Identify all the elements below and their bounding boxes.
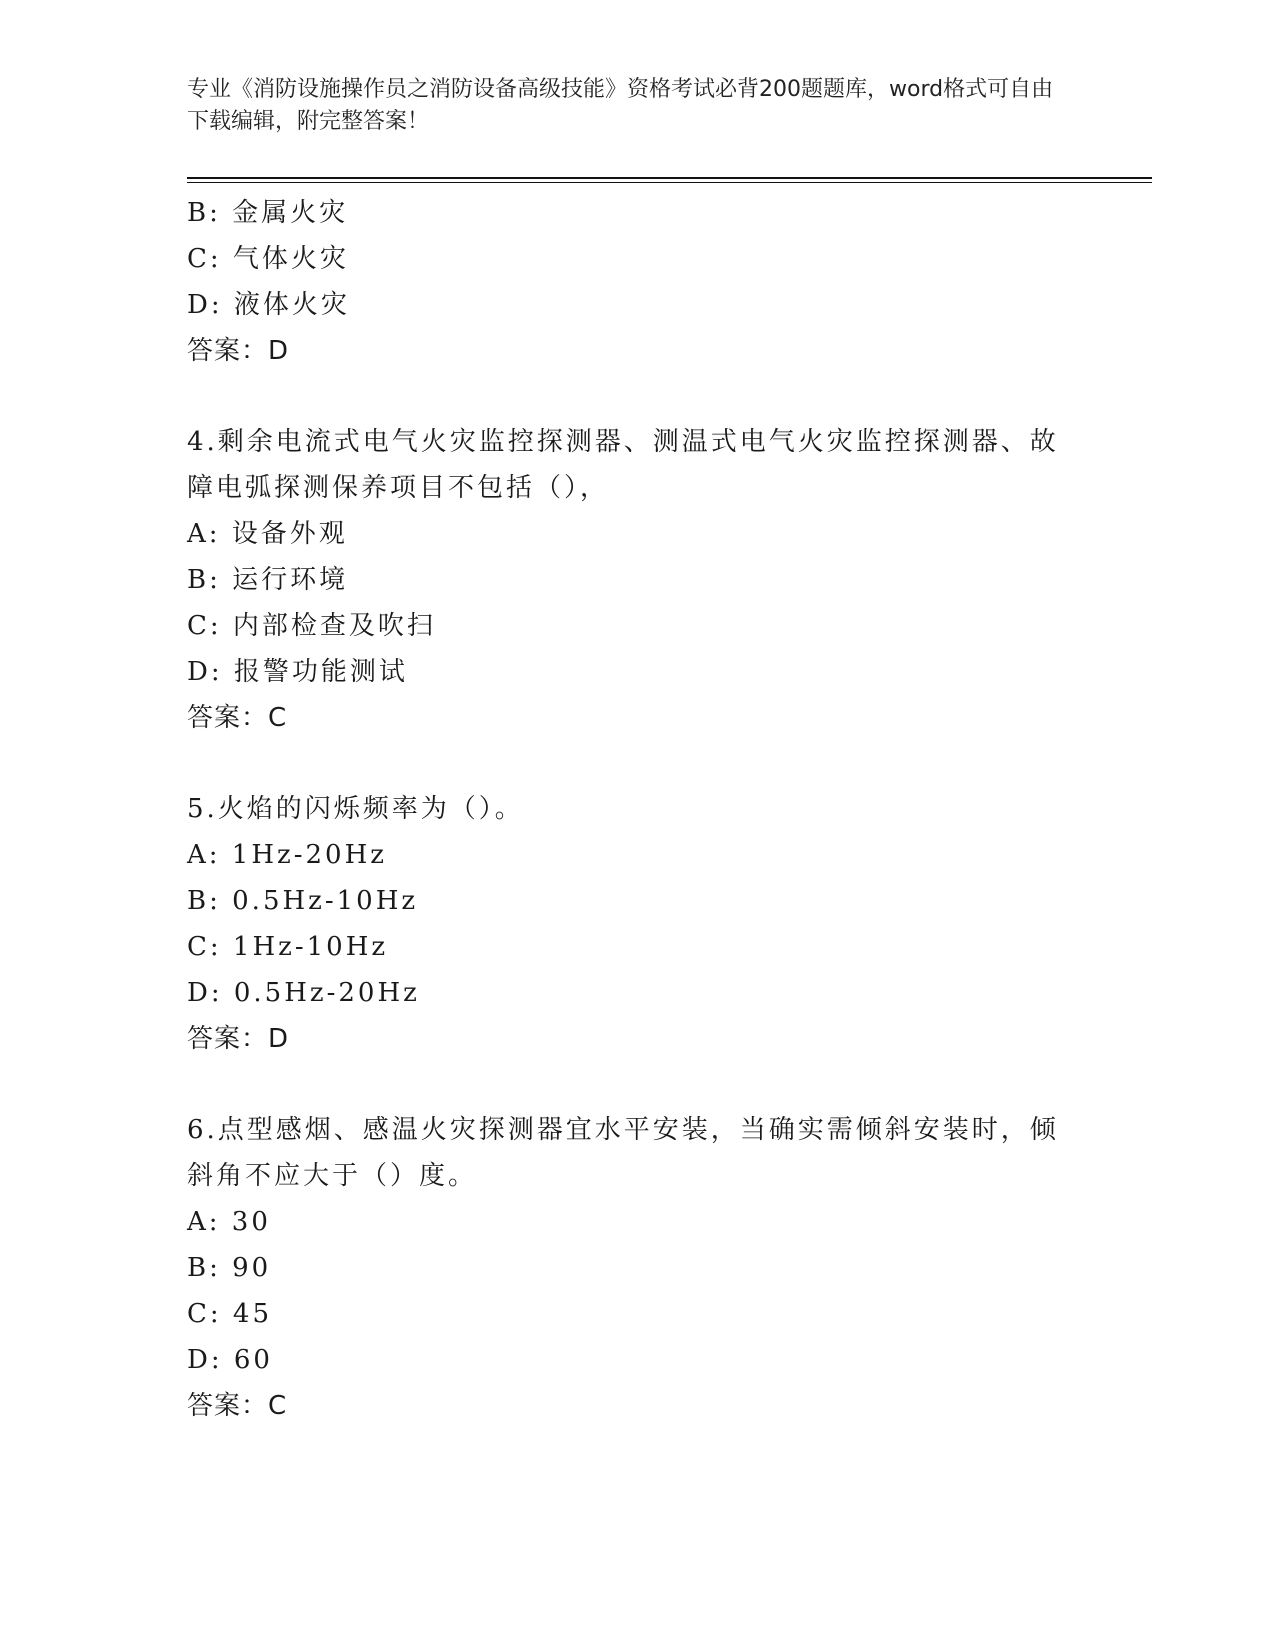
partial-question xyxy=(187,190,1067,374)
question-content xyxy=(187,190,1067,1429)
header-rule-thick xyxy=(187,177,1152,179)
header-rule-thin xyxy=(187,182,1152,183)
option-b: B: 金属火灾 xyxy=(187,198,349,228)
option-d: D: 0.5Hz-20Hz xyxy=(187,978,420,1008)
answer: 答案：C xyxy=(187,703,288,733)
option-c: C: 1Hz-10Hz xyxy=(187,932,389,962)
option-c: C: 内部检查及吹扫 xyxy=(187,611,436,641)
answer: 答案：D xyxy=(187,1024,290,1054)
answer: 答案：D xyxy=(187,336,290,366)
question-stem: 5.火焰的闪烁频率为（）。 xyxy=(187,794,524,824)
option-b: B: 90 xyxy=(187,1253,272,1283)
option-c: C: 45 xyxy=(187,1299,273,1329)
question-6 xyxy=(187,1107,1067,1429)
question-4 xyxy=(187,419,1067,741)
option-d: D: 60 xyxy=(187,1345,273,1375)
option-c: C: 气体火灾 xyxy=(187,244,349,274)
option-d: D: 报警功能测试 xyxy=(187,657,408,687)
question-stem: 4.剩余电流式电气火灾监控探测器、测温式电气火灾监控探测器、故障电弧探测保养项目不包括（）， xyxy=(187,427,1059,503)
question-stem: 6.点型感烟、感温火灾探测器宜水平安装，当确实需倾斜安装时，倾斜角不应大于（）度。 xyxy=(187,1115,1059,1191)
option-b: B: 运行环境 xyxy=(187,565,349,595)
answer: 答案：C xyxy=(187,1391,288,1421)
document-header: 专业《消防设施操作员之消防设备高级技能》资格考试必背200题题库，word格式可自由下载编辑，附完整答案！ xyxy=(187,77,1054,134)
option-a: A: 30 xyxy=(187,1207,271,1237)
option-d: D: 液体火灾 xyxy=(187,290,350,320)
question-5 xyxy=(187,786,1067,1062)
option-b: B: 0.5Hz-10Hz xyxy=(187,886,419,916)
option-a: A: 设备外观 xyxy=(187,519,348,549)
option-a: A: 1Hz-20Hz xyxy=(187,840,387,870)
